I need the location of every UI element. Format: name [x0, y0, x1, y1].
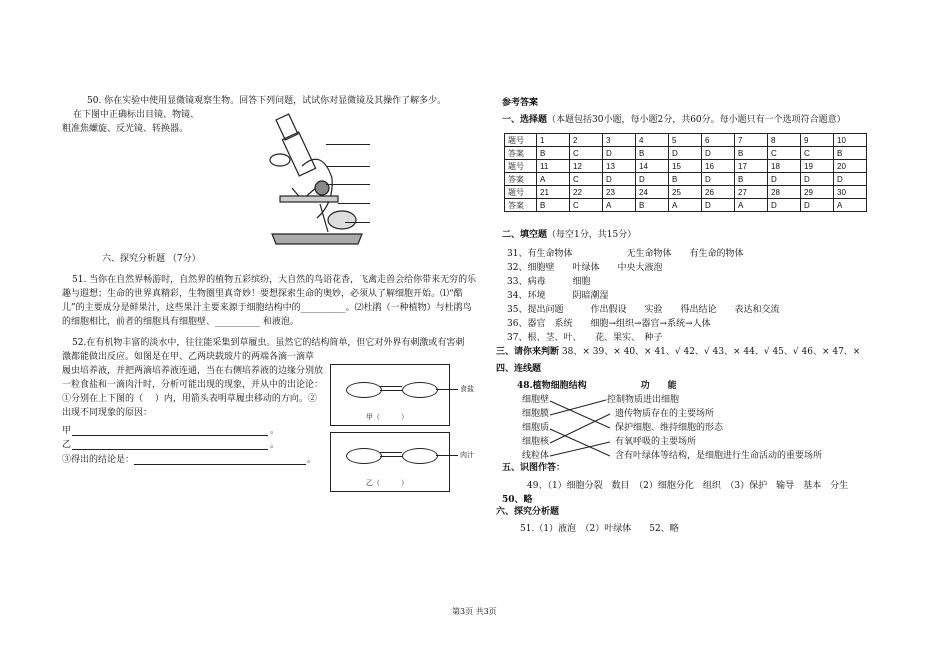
q50-line3: 粗准焦螺旋、反光镜、转换器。: [62, 124, 189, 134]
answer-table-cell: B: [636, 199, 669, 212]
match-left-2: 细胞膜: [522, 409, 550, 419]
answer-table-cell: 25: [669, 186, 702, 199]
answer-table-cell: D: [702, 199, 735, 212]
answer-49: 49、（1）细胞分裂 数目 （2）细胞分化 组织 （3）保护 输导 基本 分生: [527, 481, 849, 491]
section-4-title: 四、连线题: [496, 364, 542, 374]
answer-table-cell: 4: [636, 134, 669, 147]
answer-table-cell: B: [537, 199, 570, 212]
answer-table-cell: D: [801, 199, 834, 212]
answer-table-cell: 20: [834, 160, 867, 173]
conclusion-line[interactable]: [134, 464, 306, 465]
section-2-heading: [502, 229, 636, 242]
section-6-right-title: 六、探究分析题: [496, 507, 560, 517]
answer-table-cell: D: [636, 173, 669, 186]
fill-answer-35: 35、提出问题 作出假设 实验 得出结论 表达和交流: [507, 305, 780, 315]
section-1-heading: [502, 114, 846, 127]
answer-table-cell: 8: [768, 134, 801, 147]
answer-yi-line[interactable]: [72, 449, 268, 450]
answer-table-cell: D: [834, 173, 867, 186]
answer-table-cell: D: [603, 147, 636, 160]
answer-table-cell: 26: [702, 186, 735, 199]
match-header: 48.植物细胞结构 功 能: [517, 381, 677, 391]
q52-line6: 出现不同现象的原因：: [62, 408, 153, 418]
bridge-jia-bottom: [380, 390, 402, 391]
answer-51-52: 51.（1）液泡 （2）叶绿体 52、略: [520, 524, 679, 534]
answer-table-cell: 9: [801, 134, 834, 147]
q51-line4: 的细胞相比，前者的细胞具有细胞壁、__________ 和液泡。: [62, 317, 299, 327]
answer-table-cell: A: [603, 199, 636, 212]
answer-jia-line[interactable]: [72, 435, 268, 436]
section-3-title: 三、请你来判断: [496, 347, 560, 357]
section-2-desc: （每空1分，共15分）: [547, 230, 637, 240]
salt-pointer-line: [436, 389, 458, 390]
answer-table-row-header: 题号: [505, 134, 537, 147]
match-right-4: 有氧呼吸的主要场所: [615, 437, 697, 447]
answer-table-cell: D: [768, 173, 801, 186]
label-line-2: [326, 166, 370, 167]
match-right-3: 保护细胞、维持细胞的形态: [615, 423, 724, 433]
answer-table-cell: A: [735, 199, 768, 212]
answer-table-cell: 5: [669, 134, 702, 147]
q50-line1: 50. 你在实验中使用显微镜观察生物。回答下列问题，试试你对显微镜及其操作了解多少。: [87, 96, 447, 106]
answer-table-cell: 1: [537, 134, 570, 147]
answer-table-cell: 12: [570, 160, 603, 173]
answer-table-row-header: 答案: [505, 173, 537, 186]
answer-yi-label: 乙: [62, 440, 72, 450]
bridge-yi-top: [380, 452, 402, 453]
answer-table-cell: D: [768, 199, 801, 212]
meat-pointer-line: [436, 455, 458, 456]
drop-yi-left: [346, 448, 382, 464]
section-1-title: 一、选择题: [502, 115, 548, 125]
answer-table-row: [505, 160, 867, 173]
fill-answer-32: 32、细胞壁 叶绿体 中央大液泡: [507, 263, 663, 273]
answer-table-cell: 14: [636, 160, 669, 173]
answer-table-row-header: 答案: [505, 199, 537, 212]
answer-table-row-header: 题号: [505, 186, 537, 199]
answer-table: [504, 133, 867, 212]
jia-caption: 甲（ ）: [366, 414, 408, 421]
answer-table-cell: 13: [603, 160, 636, 173]
answer-table-cell: D: [603, 173, 636, 186]
answer-table-cell: 15: [669, 160, 702, 173]
q52-line5: ①分别在上下图的（ ）内，用箭头表明草履虫移动的方向。②: [62, 394, 317, 404]
bridge-yi-bottom: [380, 456, 402, 457]
answer-jia-label: 甲: [62, 426, 72, 436]
match-lines: [548, 394, 618, 464]
answer-table-cell: C: [801, 147, 834, 160]
answer-table-row: [505, 186, 867, 199]
match-left-3: 细胞质: [522, 423, 550, 433]
q52-line1: 52.在有机物丰富的淡水中，往往能采集到草履虫。虽然它的结构简单，但它对外界有刺激或有害刺: [72, 338, 465, 348]
conclusion-label: ③得出的结论是：: [62, 455, 135, 465]
match-left-4: 细胞核: [522, 437, 550, 447]
answer-table-row-header: 题号: [505, 160, 537, 173]
section-1-desc: （本题包括30小题，每小题2分，共60分。每小题只有一个选项符合题意）: [547, 115, 846, 125]
salt-label: 食盐: [460, 386, 474, 393]
bridge-jia-top: [380, 386, 402, 387]
answer-table-cell: 30: [834, 186, 867, 199]
answer-table-cell: 27: [735, 186, 768, 199]
fill-answer-36: 36、器官 系统 细胞→组织→器官→系统→人体: [507, 319, 711, 329]
answer-table-cell: B: [669, 173, 702, 186]
section-3-heading: [496, 346, 860, 359]
answer-key-title: 参考答案: [502, 98, 539, 108]
meat-label: 肉汁: [460, 452, 474, 459]
answer-table-row: [505, 134, 867, 147]
match-right-2: 遗传物质存在的主要场所: [615, 409, 715, 419]
q51-line3: 儿”的主要成分是鲜果汁，这些果汁主要来源于细胞结构中的__________。⑵杜鹃（一种植物）与杜鹃鸟: [62, 303, 472, 313]
label-line-4: [338, 203, 370, 204]
answer-table-cell: A: [834, 199, 867, 212]
answer-yi-period: 。: [270, 440, 280, 450]
yi-caption: 乙（ ）: [366, 480, 408, 487]
answer-table-cell: 17: [735, 160, 768, 173]
answer-jia-period: 。: [270, 426, 280, 436]
label-line-5: [345, 222, 370, 223]
microscope-figure: [262, 108, 382, 248]
drop-jia-right: [402, 382, 438, 398]
q52-line3: 履虫培养液，并把两滴培养液连通，当在右侧培养液的边缘分别放: [62, 366, 324, 376]
match-right-1: 控制物质进出细胞: [607, 395, 680, 405]
answer-table-cell: C: [570, 147, 603, 160]
answer-table-cell: 11: [537, 160, 570, 173]
match-left-1: 细胞壁: [522, 395, 550, 405]
answer-table-cell: 3: [603, 134, 636, 147]
answer-table-cell: 21: [537, 186, 570, 199]
answer-table-row: [505, 147, 867, 160]
section-3-body: 38、× 39、× 40、× 41、√ 42、√ 43、× 44、√ 45、√ 46、× 47、×: [561, 347, 861, 357]
fill-answer-37: 37、根、茎、叶、 花、果实、 种子: [507, 333, 663, 343]
q50-line2: 在下图中正确标出目镜、物镜、: [73, 110, 200, 120]
answer-table-cell: B: [735, 173, 768, 186]
q52-line4: 一粒食盐和一滴肉汁时，分析可能出现的现象，并从中的出论论：: [62, 380, 324, 390]
answer-table-cell: 19: [801, 160, 834, 173]
fill-answer-31: 31、有生命物体 无生命物体 有生命的物体: [507, 249, 744, 259]
label-line-3: [326, 184, 370, 185]
match-left-5: 线粒体: [522, 451, 550, 461]
q51-line2: 趣与遐想；生命的世界真精彩，生物圈里真奇妙！要想探索生命的奥妙，必须从了解细胞开始。⑴“酷: [62, 289, 463, 299]
answer-table-cell: D: [702, 173, 735, 186]
answer-table-cell: 7: [735, 134, 768, 147]
answer-table-row-header: 答案: [505, 147, 537, 160]
answer-table-cell: 2: [570, 134, 603, 147]
answer-table-cell: D: [801, 173, 834, 186]
answer-table-cell: 28: [768, 186, 801, 199]
answer-table-cell: C: [570, 199, 603, 212]
answer-table-cell: 6: [702, 134, 735, 147]
answer-table-cell: A: [669, 199, 702, 212]
answer-table-cell: 10: [834, 134, 867, 147]
answer-table-cell: 18: [768, 160, 801, 173]
answer-table-cell: 24: [636, 186, 669, 199]
answer-table-cell: C: [768, 147, 801, 160]
section-5-title: 五、识图作答：: [502, 463, 566, 473]
conclusion-period: 。: [307, 455, 317, 465]
answer-table-cell: B: [735, 147, 768, 160]
q52-line2: 激都能做出反应。如图是在甲、乙两块载玻片的两端各滴一滴草: [62, 352, 315, 362]
answer-table-cell: A: [537, 173, 570, 186]
fill-answer-33: 33、病毒 细胞: [507, 277, 591, 287]
answer-table-row: [505, 199, 867, 212]
q51-line1: 51. 当你在自然界畅游时，自然界的植物五彩缤纷，大自然的鸟语花香，飞禽走兽会给你带来无穷的乐: [72, 275, 477, 285]
answer-50: 50、略: [502, 495, 533, 505]
label-line-1: [326, 144, 370, 145]
answer-table-cell: 23: [603, 186, 636, 199]
section-2-title: 二、填空题: [502, 230, 548, 240]
answer-table-cell: D: [669, 147, 702, 160]
answer-table-row: [505, 173, 867, 186]
drop-jia-left: [346, 382, 382, 398]
answer-table-cell: B: [537, 147, 570, 160]
answer-table-cell: 16: [702, 160, 735, 173]
fill-answer-34: 34、环境 阴暗潮湿: [507, 291, 609, 301]
answer-table-cell: B: [834, 147, 867, 160]
answer-table-cell: D: [702, 147, 735, 160]
answer-table-cell: C: [570, 173, 603, 186]
match-right-5: 含有叶绿体等结构，是细胞进行生命活动的重要场所: [615, 451, 823, 461]
section-6-title: 六、探究分析题 （7分）: [102, 254, 201, 264]
answer-table-cell: 22: [570, 186, 603, 199]
answer-table-cell: B: [636, 147, 669, 160]
page-footer: 第3页 共3页: [452, 607, 497, 616]
drop-yi-right: [402, 448, 438, 464]
answer-table-cell: 29: [801, 186, 834, 199]
